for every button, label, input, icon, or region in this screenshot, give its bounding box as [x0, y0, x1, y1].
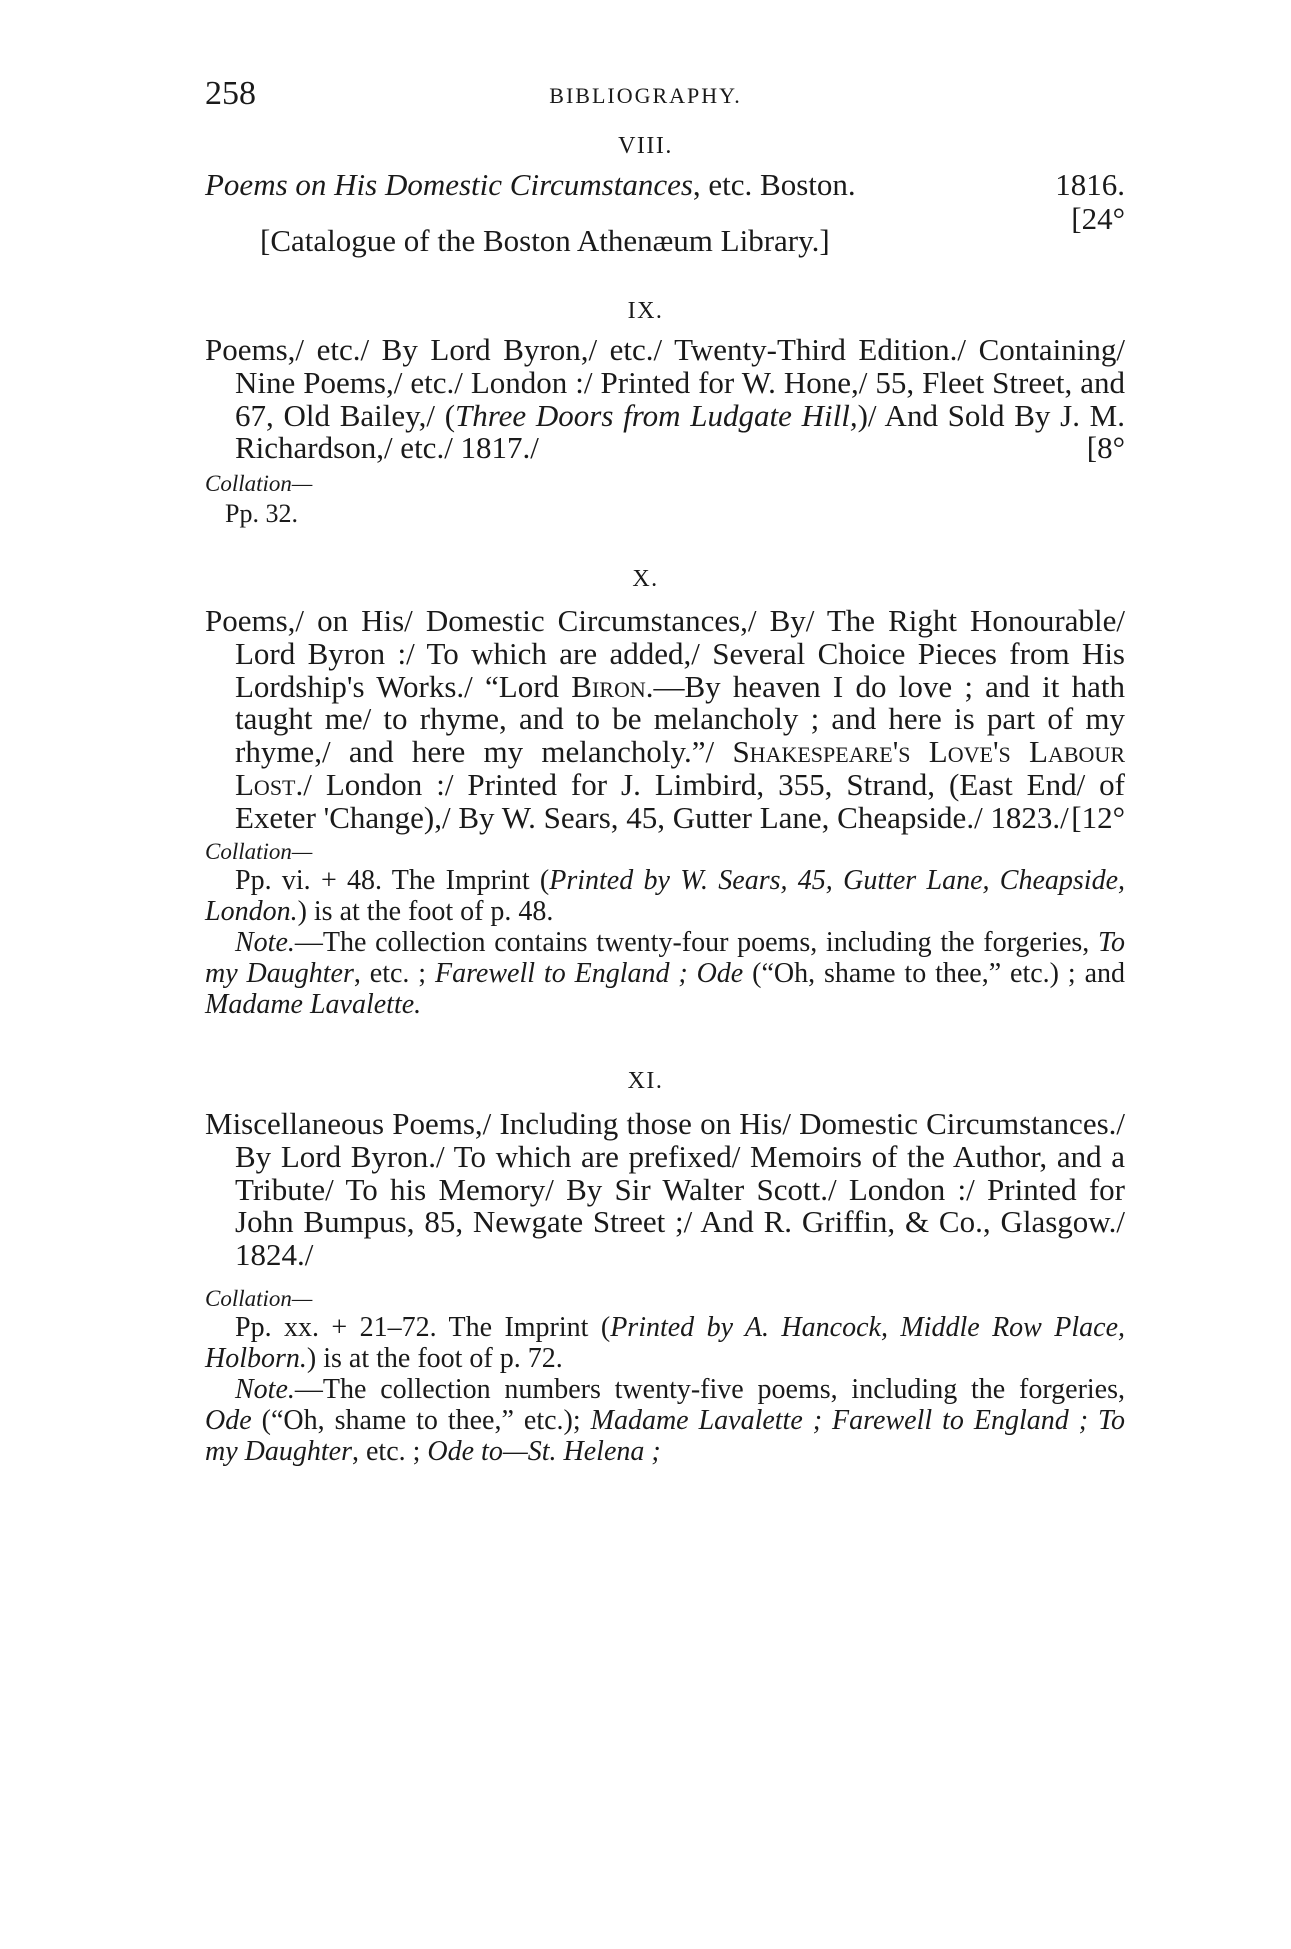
entry-x-note-italic-1: To my Daughter [205, 926, 1125, 989]
entry-viii-title-line [205, 168, 1125, 202]
entry-x-note [205, 927, 1125, 1020]
entry-viii-title: Poems on His Domestic Circumstances [205, 167, 693, 202]
entry-ix-description [205, 334, 1125, 465]
entry-viii [205, 168, 1125, 258]
entry-x-note-label: Note. [235, 926, 295, 958]
entry-x-collation-end: ) is at the foot of p. 48. [297, 895, 554, 927]
section-number-xi: XI. [627, 1068, 664, 1094]
entry-x-note-text-c: (“Oh, shame to thee,” etc.) ; and [743, 957, 1125, 989]
entry-xi-note-text-c: , etc. ; [351, 1435, 428, 1467]
entry-x-note-italic-3: Madame Lavalette. [205, 988, 422, 1020]
entry-xi-imprint: Printed by A. Hancock, Middle Row Place, Holborn. [205, 1311, 1126, 1374]
entry-x-note-italic-2: Farewell to England ; Ode [434, 957, 744, 989]
entry-x-text-2: .—By heaven I do love ; and it hath taught me/ to rhyme, and to be melancholy ; and here is part of my rhyme,/ and here my melancholy.”/ [235, 668, 1125, 770]
entry-x-shakespeare: Shakespeare's Love's Labour Lost [235, 734, 1125, 802]
entry-ix-text-italic: Three Doors from Ludgate Hill, [455, 397, 858, 433]
entry-x-collation-label: Collation— [205, 838, 313, 864]
entry-xi-description: Miscellaneous Poems,/ Including those on His/ Domestic Circumstances./ By Lord Byron./ To which are prefixed/ Memoirs of the Author, and a Tribute/ To his Memory/ By Sir Walter Scott./ London :/ Printed for John Bumpus, 85, Newgate Street ;/ And R. Griffin, & Co., Glasgow./ 1824./ [205, 1106, 1125, 1273]
entry-viii-place: , etc. Boston. [692, 167, 856, 202]
entry-ix [205, 334, 1125, 529]
entry-x-description [205, 605, 1125, 835]
entry-viii-year: 1816. [1055, 167, 1125, 202]
entry-ix-collation-label: Collation— [205, 471, 313, 497]
section-number-x: X. [632, 566, 659, 592]
entry-xi-note-italic-2: Madame Lavalette ; Farewell to England ; To my Daughter [205, 1404, 1126, 1467]
entry-x [205, 605, 1125, 1020]
entry-x-text-1: Poems,/ on His/ Domestic Circumstances,/ By/ The Right Honourable/ Lord Byron :/ To which are added,/ Several Choice Pieces from His Lordship's Works./ “Lord [205, 603, 1125, 704]
entry-xi-note-italic-1: Ode [205, 1404, 252, 1436]
entry-xi [205, 1108, 1125, 1467]
section-number-viii: VIII. [618, 133, 673, 159]
entry-xi-note-label: Note. [235, 1373, 295, 1405]
running-head: BIBLIOGRAPHY. [549, 83, 742, 108]
entry-x-note-text: —The collection contains twenty-four poems, including the forgeries, [294, 926, 1098, 958]
entry-viii-format: [24° [1071, 201, 1125, 236]
entry-xi-collation-label: Collation— [205, 1285, 313, 1311]
entry-xi-collation-text: Pp. xx. + 21–72. The Imprint ( [235, 1311, 611, 1343]
entry-ix-text-2: )/ And Sold By J. M. Richardson,/ etc./ 1817./ [235, 397, 1125, 466]
entry-xi-note [205, 1374, 1125, 1467]
entry-viii-source: [Catalogue of the Boston Athenæum Library.] [260, 223, 830, 258]
entry-x-collation [205, 865, 1125, 927]
entry-ix-pages: Pp. 32. [225, 499, 298, 529]
entry-x-imprint: Printed by W. Sears, 45, Gutter Lane, Cheapside, London. [205, 864, 1126, 927]
section-number-ix: IX. [627, 298, 664, 324]
entry-ix-format: [8° [1086, 430, 1125, 466]
entry-x-text-3: ./ London :/ Printed for J. Limbird, 355, Strand, (East End/ of Exeter 'Change),/ By W. Sears, 45, Gutter Lane, Cheapside./ 1823./ [235, 766, 1125, 835]
entry-xi-note-text: —The collection numbers twenty-five poems, including the forgeries, [294, 1373, 1125, 1405]
entry-xi-note-text-b: (“Oh, shame to thee,” etc.); [251, 1404, 591, 1436]
entry-x-biron: Biron [571, 668, 646, 704]
entry-xi-note-italic-3: Ode to—St. Helena ; [427, 1435, 661, 1467]
entry-xi-collation-end: ) is at the foot of p. 72. [306, 1342, 563, 1374]
entry-x-format: [12° [1071, 799, 1125, 835]
entry-xi-collation [205, 1312, 1125, 1374]
entry-ix-text-1: Poems,/ etc./ By Lord Byron,/ etc./ Twenty-Third Edition./ Containing/ Nine Poems,/ etc./ London :/ Printed for W. Hone,/ 55, Fleet Street, and 67, Old Bailey,/ ( [205, 332, 1125, 433]
entry-x-collation-text: Pp. vi. + 48. The Imprint ( [235, 864, 550, 896]
page-header [0, 75, 1291, 115]
page-number: 258 [205, 75, 256, 112]
entry-x-note-text-b: , etc. ; [353, 957, 435, 989]
